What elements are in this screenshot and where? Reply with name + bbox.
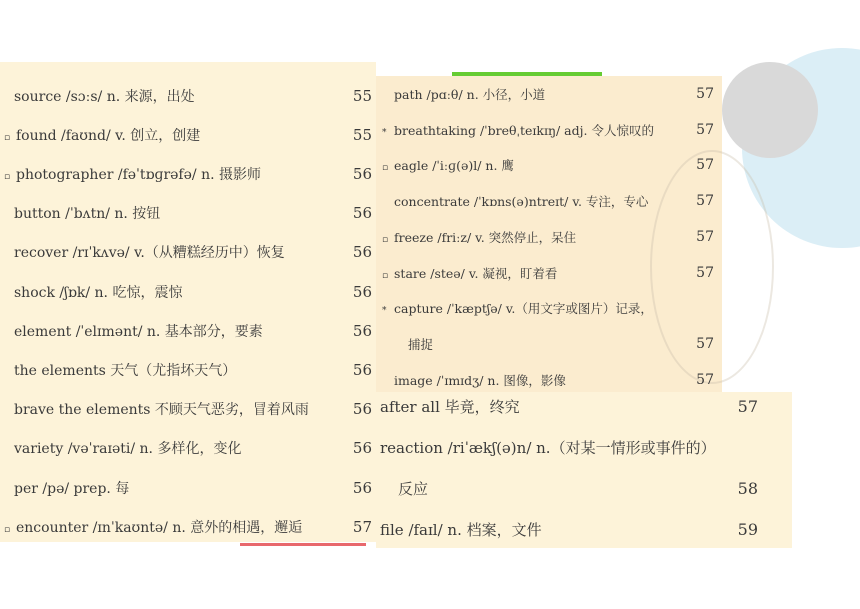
entry-word: breathtaking /ˈbreθˌteɪkɪŋ/ adj. 令人惊叹的 [394,122,654,138]
vocab-entry-text [378,156,684,174]
vocab-entry-text [378,299,684,317]
page-number: 56 [352,164,372,183]
entry-word: variety /vəˈraɪəti/ n. 多样化，变化 [14,441,242,458]
entry-word: 反应 [398,479,429,498]
vocab-entry [0,507,372,546]
page-number: 56 [352,400,372,419]
vocab-entry [378,112,714,148]
page-number: 57 [737,396,758,416]
entry-word: shock /ʃɒk/ n. 吃惊，震惊 [14,284,183,301]
entry-word: freeze /friːz/ v. 突然停止，呆住 [394,229,577,245]
entry-bullet: * [382,127,387,138]
page-number: 55 [352,125,372,144]
vocab-entry-text [0,360,338,380]
entry-word: recover /rɪˈkʌvə/ v.（从糟糕经历中）恢复 [14,245,285,262]
page-number: 57 [696,157,714,174]
entry-word: image /ˈɪmɪdʒ/ n. 图像，影像 [394,372,566,388]
vocab-entry [0,468,372,507]
vocab-entry-text [0,478,338,498]
entry-word: reaction /riˈækʃ(ə)n/ n.（对某一情形或事件的） [380,438,716,457]
entry-word: after all 毕竟，终究 [380,397,520,416]
page-number: 56 [352,243,372,262]
vocab-entry [380,386,758,426]
vocab-entry [378,219,714,255]
vocab-entry-text [380,478,722,499]
vocab-entry-text [378,264,684,282]
entry-word: stare /steə/ v. 凝视，盯着看 [394,265,558,281]
vocab-entry-text [0,86,338,106]
page-number: 56 [352,204,372,223]
page-number: 57 [352,517,372,536]
decorative-gray-circle [722,62,818,158]
vocab-entry-text [0,125,338,145]
vocab-entry [0,311,372,350]
red-underline-mark [240,543,366,546]
vocab-entry [378,326,714,362]
page-number: 56 [352,321,372,340]
entry-bullet: ▫ [4,524,11,535]
page-number: 56 [352,478,372,497]
vocab-entry [0,272,372,311]
vocab-entry [378,147,714,183]
vocab-entry-text [0,517,338,537]
entry-bullet: ▫ [382,270,389,281]
entry-word: eagle /ˈiːɡ(ə)l/ n. 鹰 [394,158,514,174]
vocab-entry [0,350,372,389]
entry-word: path /pɑːθ/ n. 小径，小道 [394,87,546,102]
entry-word: source /sɔːs/ n. 来源，出处 [14,88,195,105]
page-number: 56 [352,439,372,458]
vocab-entry [0,76,372,115]
entry-word: found /faʊnd/ v. 创立，创建 [16,127,201,144]
entry-word: encounter /ɪnˈkaʊntə/ n. 意外的相遇，邂逅 [16,519,303,536]
entry-bullet: ▫ [382,234,389,245]
entry-word: 捕捉 [408,336,434,352]
vocab-entry-text [0,242,338,262]
entry-bullet: * [382,306,387,317]
entry-word: the elements 天气（尤指坏天气） [14,362,237,379]
vocab-entry [0,194,372,233]
vocab-entry-text [0,164,338,184]
vocab-entry [378,76,714,112]
vocab-entry-text [0,203,338,223]
entry-word: photographer /fəˈtɒɡrəfə/ n. 摄影师 [16,166,261,183]
page-number: 56 [352,282,372,301]
page-number: 57 [696,371,714,388]
vocab-entry [378,290,714,326]
page-number: 56 [352,360,372,379]
vocab-entry [0,390,372,429]
entry-word: concentrate /ˈkɒns(ə)ntreɪt/ v. 专注，专心 [394,194,649,210]
page-number: 57 [696,264,714,281]
vocab-entry-text [378,121,684,139]
page-number: 57 [696,121,714,138]
entry-bullet: ▫ [4,171,11,182]
page-number: 55 [352,86,372,105]
entry-word: per /pə/ prep. 每 [14,480,130,497]
vocab-entry [378,183,714,219]
vocab-entry-text [0,282,338,302]
vocab-entry [380,509,758,549]
page-number: 57 [696,228,714,245]
page-number: 57 [696,193,714,210]
vocab-entry-text [380,519,722,540]
entry-bullet: ▫ [4,132,11,143]
entry-word: button /ˈbʌtn/ n. 按钮 [14,206,161,223]
vocab-entry-text [0,321,338,341]
vocab-entry-text [378,228,684,246]
page-number: 59 [737,519,758,539]
entry-word: brave the elements 不顾天气恶劣，冒着风雨 [14,402,309,419]
page-number: 58 [737,478,758,498]
vocab-entry-text [380,437,722,458]
entry-word: element /ˈelɪmənt/ n. 基本部分，要素 [14,323,263,340]
vocab-entry-text [378,335,684,353]
vocab-entry [380,427,758,467]
entry-word: file /faɪl/ n. 档案，文件 [380,520,542,539]
page-number: 57 [696,86,714,102]
vocab-entry-text [0,438,338,458]
vocab-entry-text [378,192,684,210]
vocab-entry [0,429,372,468]
vocab-entry-text [0,399,338,419]
vocab-entry [380,468,758,508]
vocab-entry [378,255,714,291]
vocab-entry [0,115,372,154]
vocab-entry [0,233,372,272]
page-number: 57 [696,335,714,352]
vocab-entry [0,154,372,193]
entry-bullet: ▫ [382,163,389,174]
entry-word: capture /ˈkæptʃə/ v.（用文字或图片）记录， [394,301,653,317]
vocab-entry-text [378,85,684,103]
vocab-entry-text [380,396,722,417]
